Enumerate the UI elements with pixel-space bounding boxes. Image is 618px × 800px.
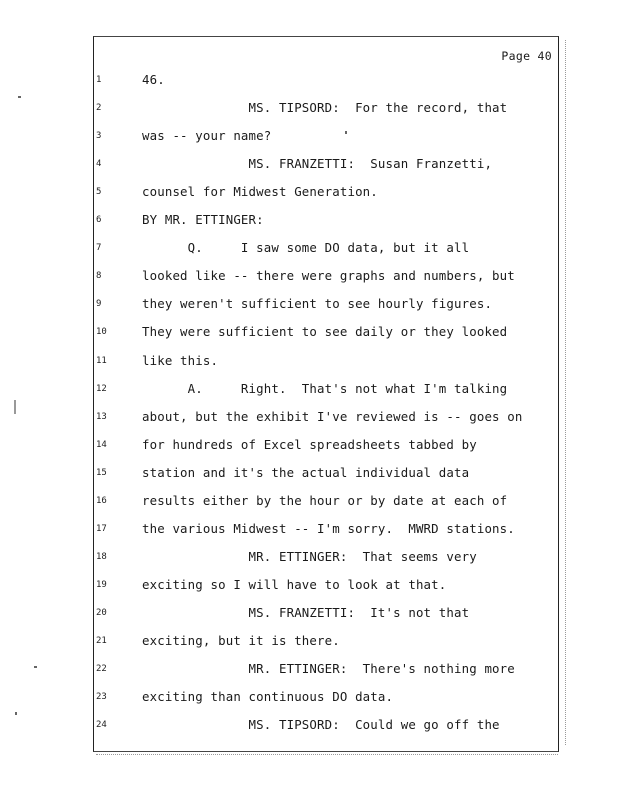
transcript-line: results either by the hour or by date at each of [142, 492, 508, 508]
transcript-line: 46. [142, 72, 165, 87]
transcript-line: MS. TIPSORD: For the record, that [142, 100, 508, 116]
line-number: 9 [96, 299, 102, 310]
line-number: 17 [96, 523, 107, 534]
transcript-line: Q. I saw some DO data, but it all [142, 240, 470, 256]
transcript-line: MR. ETTINGER: That seems very [142, 548, 477, 564]
line-number: 22 [96, 664, 107, 675]
transcript-line: MS. FRANZETTI: It's not that [142, 604, 470, 620]
scan-speck [18, 96, 21, 98]
transcript-line: about, but the exhibit I've reviewed is -- goes on [142, 408, 523, 424]
line-number: 24 [96, 720, 107, 731]
scan-bottom-artifact [96, 754, 558, 757]
line-number: 19 [96, 579, 107, 590]
transcript-line: station and it's the actual individual data [142, 464, 470, 480]
transcript-line: they weren't sufficient to see hourly figures. [142, 296, 493, 312]
scan-edge-artifact [562, 40, 566, 745]
transcript-line: MS. FRANZETTI: Susan Franzetti, [142, 156, 493, 172]
line-number: 7 [96, 243, 102, 254]
transcript-line: exciting so I will have to look at that. [142, 576, 447, 592]
line-number: 10 [96, 327, 107, 338]
transcript-line: A. Right. That's not what I'm talking [142, 380, 508, 396]
transcript-line: for hundreds of Excel spreadsheets tabbed by [142, 436, 477, 452]
transcript-line: was -- your name? [142, 128, 272, 144]
line-number: 1 [96, 75, 102, 85]
transcript-line: exciting, but it is there. [142, 633, 340, 648]
line-number: 4 [96, 159, 102, 170]
scan-speck [15, 712, 17, 715]
transcript-line: looked like -- there were graphs and numbers, but [142, 268, 515, 284]
line-number: 14 [96, 439, 107, 450]
line-number: 13 [96, 411, 107, 422]
page-number: Page 40 [501, 49, 552, 63]
line-number: 8 [96, 271, 102, 282]
line-number: 11 [96, 355, 107, 366]
transcript-line: counsel for Midwest Generation. [142, 184, 378, 200]
line-number: 20 [96, 607, 107, 618]
line-number: 6 [96, 215, 102, 226]
scan-speck [345, 131, 347, 134]
transcript-line: They were sufficient to see daily or they looked [142, 324, 508, 340]
line-number: 16 [96, 495, 107, 506]
line-number: 21 [96, 636, 107, 646]
line-number: 18 [96, 551, 107, 562]
line-number: 2 [96, 103, 102, 114]
scan-speck [14, 400, 16, 414]
line-number: 12 [96, 383, 107, 394]
line-number: 5 [96, 187, 102, 198]
transcript-line: BY MR. ETTINGER: [142, 212, 264, 228]
transcript-line: MS. TIPSORD: Could we go off the [142, 717, 500, 733]
line-number: 15 [96, 467, 107, 478]
transcript-line: MR. ETTINGER: There's nothing more [142, 661, 515, 677]
line-number: 23 [96, 692, 107, 703]
transcript-line: exciting than continuous DO data. [142, 689, 394, 705]
transcript-line: like this. [142, 352, 219, 368]
scan-speck [34, 666, 37, 668]
transcript-line: the various Midwest -- I'm sorry. MWRD stations. [142, 520, 515, 536]
line-number: 3 [96, 131, 102, 142]
